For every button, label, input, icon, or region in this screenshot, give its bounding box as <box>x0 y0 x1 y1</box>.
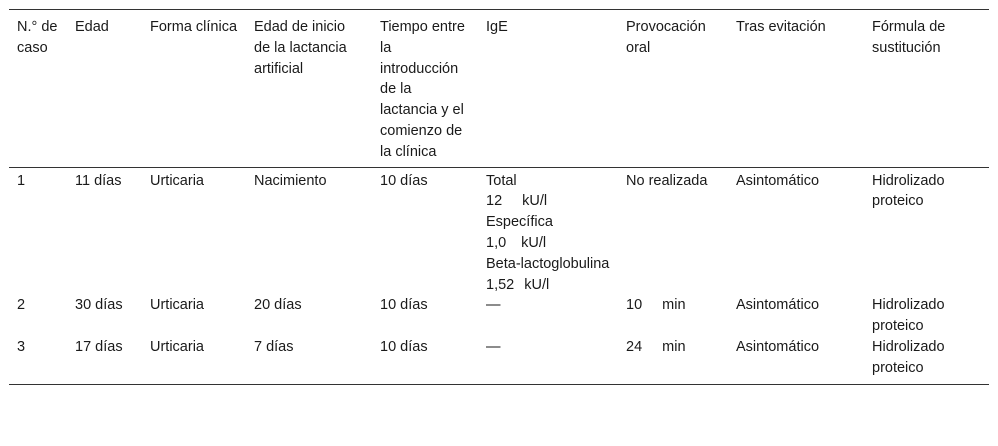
cell-caso: 3 <box>17 338 26 355</box>
cell-provocacion <box>618 167 728 295</box>
cell-forma: Urticaria <box>150 297 204 314</box>
cell-inicio: 20 días <box>254 297 302 314</box>
table-body <box>9 167 989 384</box>
ige-beta-value: 1,52 <box>486 276 515 293</box>
ige-total-line <box>486 191 610 212</box>
table-row <box>9 295 989 337</box>
ige-total-label: Total <box>486 172 517 189</box>
cell-provocacion <box>618 337 728 384</box>
table-row <box>9 167 989 295</box>
cell-edad: 11 días <box>75 172 122 189</box>
cell-caso: 1 <box>17 172 26 189</box>
header-forma-clinica: Forma clínica <box>150 19 238 35</box>
header-row <box>9 10 989 168</box>
header-formula: Fórmula de sustitución <box>872 19 946 56</box>
cell-evitacion: Asintomático <box>736 297 820 314</box>
cell-evitacion: Asintomático <box>736 172 820 189</box>
ige-especifica-label: Específica <box>486 214 553 231</box>
cell-inicio: Nacimiento <box>254 172 327 189</box>
cell-provocacion <box>618 295 728 337</box>
ige-beta-unit: kU/l <box>524 276 550 293</box>
cell-evitacion: Asintomático <box>736 338 820 355</box>
cell-forma: Urticaria <box>150 338 204 355</box>
provocacion-value: No realizada <box>626 172 708 189</box>
cell-tiempo: 10 días <box>380 297 428 314</box>
ige-especifica-line <box>486 233 610 254</box>
header-tiempo: Tiempo entre la introducción de la lactancia y el comienzo de la clínica <box>380 19 465 160</box>
cell-formula: Hidrolizado proteico <box>872 338 945 376</box>
ige-beta-line <box>486 275 610 296</box>
ige-especifica-unit: kU/l <box>521 234 547 251</box>
provocacion-value: 24 <box>626 338 643 355</box>
ige-total-value: 12 <box>486 193 503 210</box>
provocacion-unit: min <box>662 297 686 314</box>
case-table <box>9 9 989 385</box>
cell-formula: Hidrolizado proteico <box>872 172 945 210</box>
ige-especifica-value: 1,0 <box>486 234 507 251</box>
ige-total-unit: kU/l <box>522 193 548 210</box>
provocacion-unit: min <box>662 338 686 355</box>
header-ige: IgE <box>486 19 508 35</box>
table-header <box>9 10 989 168</box>
header-caso: N.° de caso <box>17 19 58 56</box>
cell-edad: 17 días <box>75 338 123 355</box>
case-table-container <box>9 9 989 385</box>
table-row <box>9 337 989 384</box>
cell-inicio: 7 días <box>254 338 294 355</box>
cell-forma: Urticaria <box>150 172 204 189</box>
header-evitacion: Tras evitación <box>736 19 826 35</box>
cell-tiempo: 10 días <box>380 172 428 189</box>
ige-beta-label: Beta-lactoglobulina <box>486 255 610 272</box>
cell-caso: 2 <box>17 297 26 314</box>
cell-ige <box>478 167 618 295</box>
cell-tiempo: 10 días <box>380 338 428 355</box>
cell-ige: — <box>486 297 501 314</box>
cell-ige: — <box>486 338 501 355</box>
header-provocacion: Provocación oral <box>626 19 706 56</box>
cell-edad: 30 días <box>75 297 123 314</box>
header-edad-inicio: Edad de inicio de la lactancia artificial <box>254 19 347 77</box>
cell-formula: Hidrolizado proteico <box>872 297 945 335</box>
provocacion-value: 10 <box>626 297 643 314</box>
header-edad: Edad <box>75 19 109 35</box>
